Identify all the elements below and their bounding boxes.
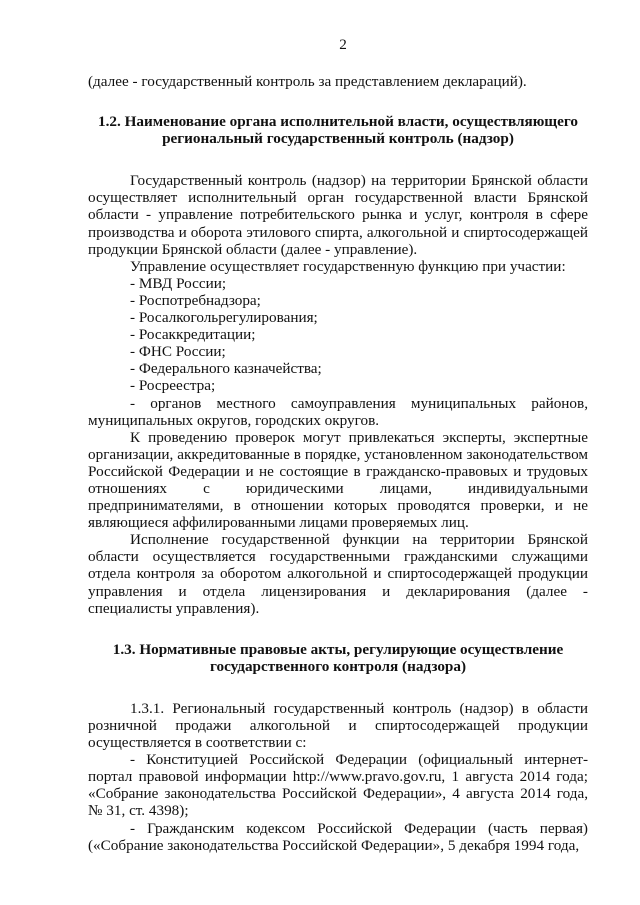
section-1-2-paragraph-1: Государственный контроль (надзор) на территории Брянской области осуществляет исполнительный орган государственной власти Брянской области - управление потребительского рынка и услуг, контроля в сфере производства и оборота этилового спирта, алкогольной и спиртосодержащей продукции Брянской области (далее - управление). xyxy=(88,172,588,258)
list-item: - Росреестра; xyxy=(130,377,216,395)
intro-line: (далее - государственный контроль за представлением деклараций). xyxy=(88,73,527,90)
list-item: - органов местного самоуправления муниципальных районов, муниципальных округов, городских округов. xyxy=(88,394,588,429)
list-item: - Роспотребнадзора; xyxy=(130,291,261,309)
list-item: - МВД России; xyxy=(130,274,227,292)
section-1-2-paragraph-2: Управление осуществляет государственную функцию при участии: xyxy=(130,257,566,275)
section-1-3-item-1: - Конституцией Российской Федерации (официальный интернет-портал правовой информации http://www.pravo.gov.ru, 1 августа 2014 года; «Собрание законодательства Российской Федерации», 4 августа 2014 года, № 31, ст. 4398); xyxy=(88,751,588,820)
page-number: 2 xyxy=(339,36,347,53)
section-1-3-title-line2: государственного контроля (надзора) xyxy=(209,657,467,675)
list-item: - Росалкогольрегулирования; xyxy=(130,309,318,327)
list-item: - ФНС России; xyxy=(130,343,226,361)
section-1-3-title-line1: 1.3. Нормативные правовые акты, регулирующие осуществление xyxy=(112,640,564,658)
section-1-2-paragraph-4: Исполнение государственной функции на территории Брянской области осуществляется государственными гражданскими служащими отдела контроля за оборотом алкогольной и спиртосодержащей продукции управления и отдела лицензирования и декларирования (далее - специалисты управления). xyxy=(88,531,588,617)
document-page xyxy=(88,36,588,854)
list-item: - Федерального казначейства; xyxy=(130,360,322,378)
section-1-3-item-2: - Гражданским кодексом Российской Федерации (часть первая) («Собрание законодательства Российской Федерации», 5 декабря 1994 года, xyxy=(88,819,588,854)
section-1-2-title-line2: региональный государственный контроль (надзор) xyxy=(162,130,514,148)
section-1-2-heading xyxy=(88,113,588,147)
participants-list xyxy=(88,275,588,429)
list-item: - Росаккредитации; xyxy=(130,326,256,344)
section-1-3-heading xyxy=(88,641,588,675)
section-1-3-paragraph-1: 1.3.1. Региональный государственный контроль (надзор) в области розничной продажи алкогольной и спиртосодержащей продукции осуществляется в соответствии с: xyxy=(88,699,588,752)
section-1-2-paragraph-3: К проведению проверок могут привлекаться эксперты, экспертные организации, аккредитованные в порядке, установленном законодательством Российской Федерации и не состоящие в гражданско-правовых и трудовых отношениях с юридическими лицами, индивидуальными предпринимателями, в отношении которых проводятся проверки, и не являющиеся аффилированными лицами проверяемых лиц. xyxy=(88,428,588,532)
section-1-2-title-line1: 1.2. Наименование органа исполнительной власти, осуществляющего xyxy=(98,113,578,131)
